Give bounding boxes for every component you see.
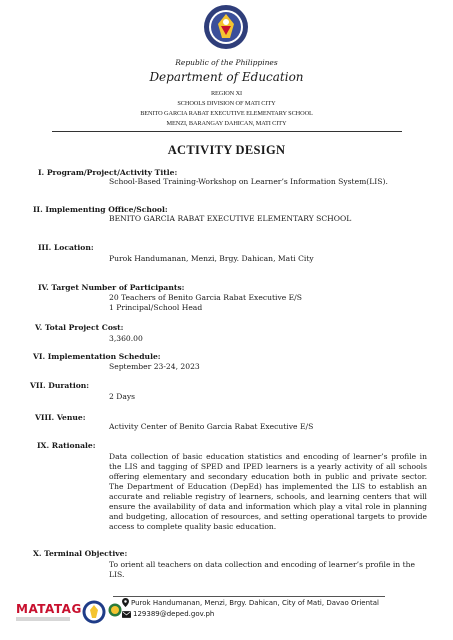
section-value-schedule: September 23-24, 2023 bbox=[109, 362, 200, 371]
section-text-objective: To orient all teachers on data collection and encoding of learner’s profile in the LIS. bbox=[109, 560, 416, 579]
section-value-location: Purok Handumanan, Menzi, Brgy. Dahican, Mati City bbox=[109, 254, 314, 263]
region-line: REGION XI bbox=[210, 90, 243, 97]
section-label-venue: VIII. Venue: bbox=[35, 413, 86, 422]
section-text-rationale: Data collection of basic education statistics and encoding of learner’s profile in the LIS and tagging of SPED and IPED learners is a yearly activity of all schools offering elementary and secondary education both in public and private sector. The Department of Education (DepEd) has implemented the LIS to establish an accurate and reliable registry of learners, schools, and learning centers that will ensure the availability of data and information which play a vital role in planning and budgeting, allocation of resources, and setting operational targets to provide access to complete quality basic education. bbox=[109, 452, 427, 531]
address-line: MENZI, BARANGAY DAHICAN, MATI CITY bbox=[166, 120, 287, 127]
section-label-cost: V. Total Project Cost: bbox=[35, 323, 124, 332]
footer-email[interactable]: 129389@deped.gov.ph bbox=[133, 610, 215, 618]
page-title: ACTIVITY DESIGN bbox=[167, 143, 286, 157]
republic-line: Republic of the Philippines bbox=[175, 58, 278, 67]
section-label-rationale: IX. Rationale: bbox=[37, 441, 96, 450]
section-value-venue: Activity Center of Benito Garcia Rabat Executive E/S bbox=[109, 422, 314, 431]
deped-seal-icon bbox=[203, 4, 249, 50]
section-value-office: BENITO GARCIA RABAT EXECUTIVE ELEMENTARY SCHOOL bbox=[109, 214, 352, 223]
section-value-participants-2: 1 Principal/School Head bbox=[109, 303, 203, 312]
section-label-office: II. Implementing Office/School: bbox=[33, 205, 168, 214]
section-label-program: I. Program/Project/Activity Title: bbox=[38, 168, 178, 177]
section-value-program: School-Based Training-Workshop on Learner’s Information System(LIS). bbox=[109, 177, 388, 186]
header-divider bbox=[52, 131, 402, 132]
matatag-logo bbox=[16, 602, 82, 616]
school-line: BENITO GARCIA RABAT EXECUTIVE ELEMENTARY SCHOOL bbox=[140, 110, 313, 117]
section-value-duration: 2 Days bbox=[109, 392, 136, 401]
department-name: Department of Education bbox=[149, 70, 304, 84]
division-line: SCHOOLS DIVISION OF MATI CITY bbox=[177, 100, 276, 107]
section-label-objective: X. Terminal Objective: bbox=[33, 549, 128, 558]
section-label-location: III. Location: bbox=[38, 243, 94, 252]
footer-address: Purok Handumanan, Menzi, Brgy. Dahican, City of Mati, Davao Oriental bbox=[131, 599, 380, 607]
section-value-cost: 3,360.00 bbox=[109, 334, 143, 343]
section-label-participants: IV. Target Number of Participants: bbox=[38, 283, 185, 292]
mail-icon bbox=[122, 611, 131, 618]
division-seal-icon bbox=[108, 603, 122, 617]
deped-footer-seal-icon bbox=[82, 600, 106, 624]
matatag-tagline-bar bbox=[16, 617, 70, 621]
section-label-schedule: VI. Implementation Schedule: bbox=[33, 352, 161, 361]
location-pin-icon bbox=[122, 598, 129, 607]
footer-divider bbox=[113, 596, 385, 597]
section-value-participants-1: 20 Teachers of Benito Garcia Rabat Executive E/S bbox=[109, 293, 302, 302]
section-label-duration: VII. Duration: bbox=[30, 381, 90, 390]
matatag-logo-text: MATATAG bbox=[16, 602, 82, 616]
